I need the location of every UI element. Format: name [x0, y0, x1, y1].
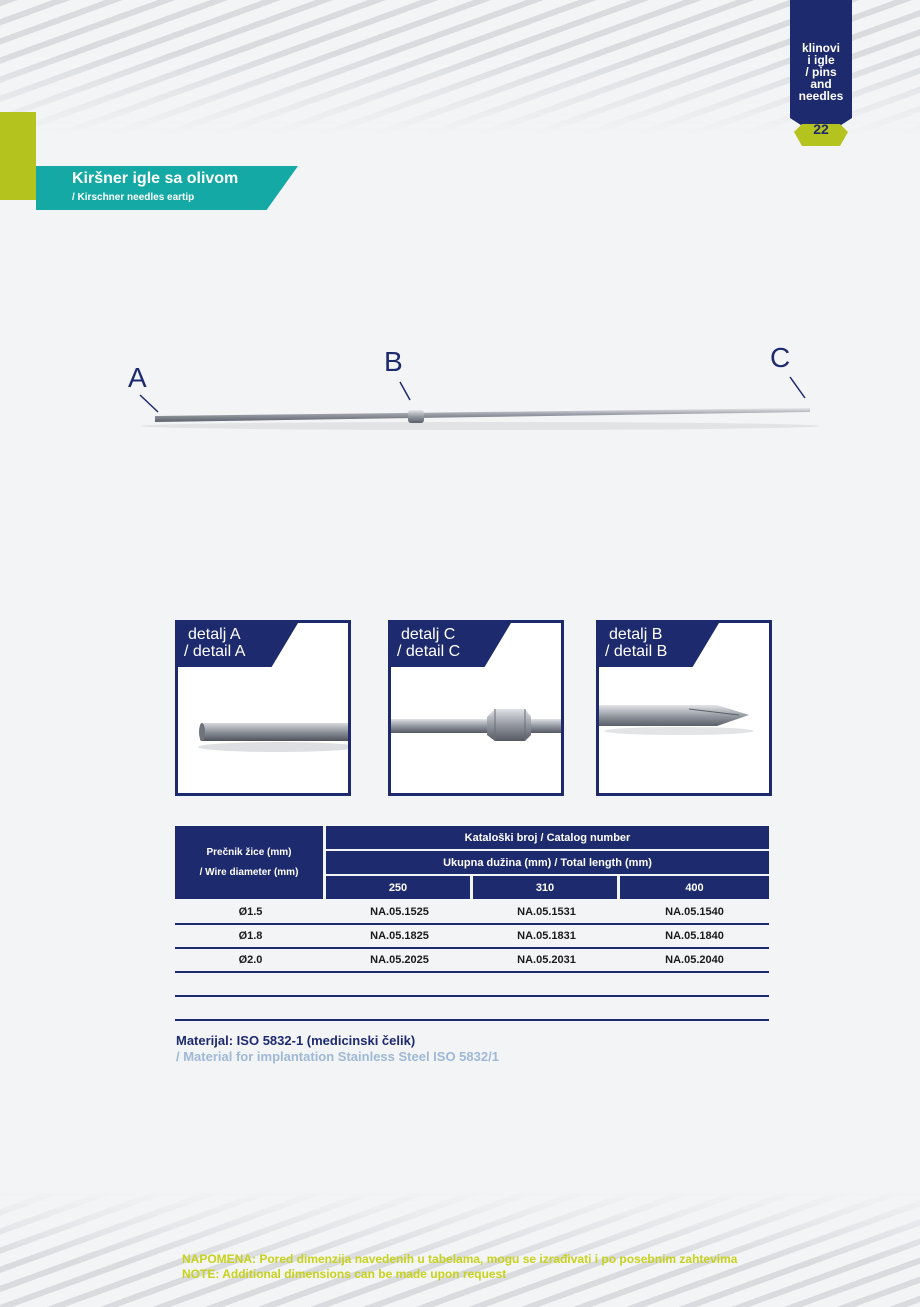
wire-header-line: / Wire diameter (mm) [199, 866, 299, 878]
catalog-number-header: Kataloški broj / Catalog number [326, 826, 769, 851]
total-length-header: Ukupna dužina (mm) / Total length (mm) [326, 851, 769, 876]
tab-line: needles [798, 89, 844, 103]
material-text: Materijal: ISO 5832-1 (medicinski čelik) [176, 1033, 416, 1048]
table-row [175, 925, 769, 949]
accent-bar [0, 112, 36, 200]
catalog-code-cell: NA.05.2025 [326, 949, 473, 973]
detail-a-panel [175, 620, 351, 796]
footer-note: NAPOMENA: Pored dimenzija navedenih u tabelama, mogu se izrađivati i po posebnim zahtevima [182, 1252, 738, 1266]
page-subtitle: / Kirschner needles eartip [72, 192, 195, 203]
detail-label: / detail A [184, 643, 246, 660]
detail-label: / detail C [397, 643, 461, 660]
catalog-code-cell: NA.05.2040 [620, 949, 769, 973]
tab-line: / pins [805, 65, 837, 79]
label-c: C [770, 342, 791, 373]
tab-line: klinovi [801, 41, 840, 55]
detail-label: detalj B [609, 626, 663, 643]
catalog-code-cell: NA.05.2031 [473, 949, 620, 973]
page-title: Kiršner igle sa olivom [72, 170, 239, 187]
footer-note-english: NOTE: Additional dimensions can be made upon request [182, 1267, 507, 1281]
label-a: A [128, 362, 147, 393]
length-header: 250 [326, 876, 473, 901]
catalog-code-cell: NA.05.1840 [620, 925, 769, 949]
wire-diameter-header [175, 826, 326, 901]
table-row [175, 901, 769, 925]
diameter-cell: Ø2.0 [175, 949, 326, 973]
catalog-table [175, 826, 769, 1021]
length-header: 400 [620, 876, 769, 901]
catalog-code-cell: NA.05.1525 [326, 901, 473, 925]
table-row [175, 949, 769, 973]
empty-row [175, 997, 769, 1021]
diameter-cell: Ø1.5 [175, 901, 326, 925]
empty-row [175, 973, 769, 997]
product-image [120, 340, 840, 450]
decorative-stripes-bottom [0, 1190, 920, 1307]
catalog-code-cell: NA.05.1831 [473, 925, 620, 949]
detail-b-panel [596, 620, 772, 796]
detail-label: / detail B [605, 643, 668, 660]
tab-line: and [810, 77, 832, 91]
catalog-code-cell: NA.05.1825 [326, 925, 473, 949]
page-number: 22 [813, 121, 829, 137]
diameter-cell: Ø1.8 [175, 925, 326, 949]
decorative-stripes-top [0, 0, 920, 135]
catalog-code-cell: NA.05.1531 [473, 901, 620, 925]
catalog-code-cell: NA.05.1540 [620, 901, 769, 925]
material-text-english: / Material for implantation Stainless Steel ISO 5832/1 [176, 1049, 499, 1064]
detail-label: detalj A [188, 626, 241, 643]
detail-c-panel [388, 620, 564, 796]
tab-line: i igle [807, 53, 835, 67]
label-b: B [384, 346, 403, 377]
length-header: 310 [473, 876, 620, 901]
section-tab [790, 0, 852, 150]
wire-header-line: Prečnik žice (mm) [206, 846, 292, 858]
detail-label: detalj C [401, 626, 456, 643]
